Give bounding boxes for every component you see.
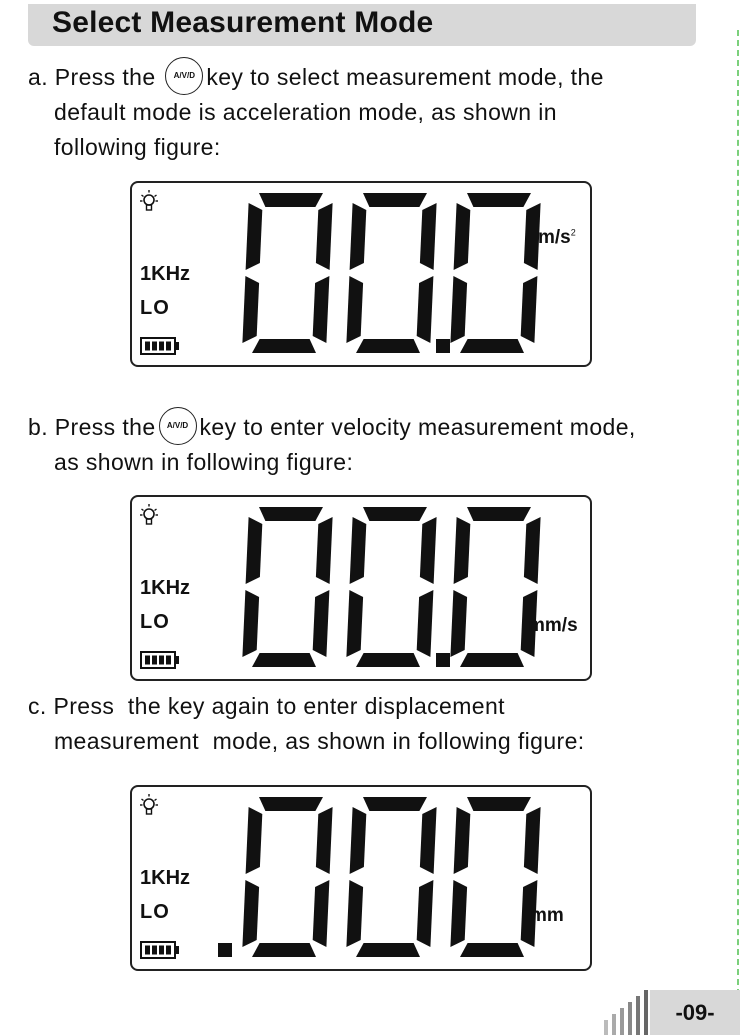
lcd-segment xyxy=(467,797,531,811)
lcd-segment xyxy=(252,653,316,667)
lcd-segment xyxy=(346,276,363,343)
lcd-segment xyxy=(242,590,259,657)
lcd-segment xyxy=(454,807,471,874)
lcd-display-velocity xyxy=(130,495,592,681)
lcd-segment xyxy=(524,807,541,874)
lcd-segment xyxy=(420,807,437,874)
section-c-line1: c. Press the key again to enter displacement xyxy=(28,693,505,719)
lcd-segment xyxy=(420,517,437,584)
unit-text: mm xyxy=(530,905,564,926)
section-b-line2: as shown in following figure: xyxy=(54,449,354,475)
lcd-segment xyxy=(246,203,263,270)
decimal-point xyxy=(436,339,450,353)
battery-icon xyxy=(140,941,180,959)
lcd-segment xyxy=(346,590,363,657)
lcd-segment xyxy=(313,880,330,947)
lcd-segment xyxy=(356,339,420,353)
unit-label xyxy=(538,227,576,249)
lcd-segment xyxy=(242,276,259,343)
lcd-digit xyxy=(242,193,332,353)
battery-icon xyxy=(140,337,180,355)
section-a-line2: default mode is acceleration mode, as shown in xyxy=(54,99,557,125)
lcd-digit xyxy=(450,507,540,667)
range-indicator: LO xyxy=(140,901,170,923)
lcd-digit xyxy=(450,193,540,353)
lcd-segment xyxy=(420,203,437,270)
lcd-reading xyxy=(132,497,590,679)
unit-label xyxy=(528,615,578,637)
lcd-segment xyxy=(242,880,259,947)
page-title: Select Measurement Mode xyxy=(52,6,434,39)
avd-key-icon: A/V/D xyxy=(159,407,197,445)
lcd-digit xyxy=(242,797,332,957)
unit-superscript: 2 xyxy=(570,227,576,238)
lcd-segment xyxy=(417,276,434,343)
battery-icon xyxy=(140,651,180,669)
range-indicator: LO xyxy=(140,611,170,633)
lcd-segment xyxy=(316,203,333,270)
lcd-segment xyxy=(313,590,330,657)
lcd-digit xyxy=(346,193,436,353)
lcd-segment xyxy=(252,339,316,353)
lcd-segment xyxy=(460,339,524,353)
lcd-segment xyxy=(246,517,263,584)
lcd-segment xyxy=(460,943,524,957)
lcd-segment xyxy=(252,943,316,957)
lcd-segment xyxy=(454,203,471,270)
lcd-segment xyxy=(450,880,467,947)
lcd-display-acceleration xyxy=(130,181,592,367)
lcd-segment xyxy=(259,507,323,521)
lcd-segment xyxy=(450,590,467,657)
lcd-segment xyxy=(450,276,467,343)
section-b-text xyxy=(28,410,636,480)
lcd-segment xyxy=(350,517,367,584)
lcd-reading xyxy=(132,787,590,969)
lcd-segment xyxy=(346,880,363,947)
lightbulb-icon xyxy=(140,793,158,819)
lcd-segment xyxy=(524,517,541,584)
lcd-segment xyxy=(417,590,434,657)
lcd-segment xyxy=(259,193,323,207)
lcd-segment xyxy=(356,653,420,667)
range-indicator: LO xyxy=(140,297,170,319)
lcd-segment xyxy=(313,276,330,343)
lightbulb-icon xyxy=(140,503,158,529)
lcd-digit xyxy=(346,507,436,667)
page-number: -09- xyxy=(650,990,740,1035)
lcd-segment xyxy=(467,193,531,207)
page-tab-stripes xyxy=(600,990,650,1035)
section-a-text xyxy=(28,60,604,165)
lcd-reading xyxy=(132,183,590,365)
lcd-segment xyxy=(246,807,263,874)
unit-text: m/s xyxy=(538,227,571,248)
lcd-segment xyxy=(350,203,367,270)
lcd-segment xyxy=(417,880,434,947)
lcd-segment xyxy=(521,276,538,343)
page-margin-line xyxy=(737,30,739,1015)
section-c-line2: measurement mode, as shown in following figure: xyxy=(54,728,585,754)
lcd-segment xyxy=(363,193,427,207)
lcd-segment xyxy=(316,517,333,584)
section-b-line1-end: key to enter velocity measurement mode, xyxy=(199,414,636,440)
lcd-digit xyxy=(242,507,332,667)
section-b-line1-start: b. Press the xyxy=(28,414,156,440)
section-a-line3: following figure: xyxy=(54,134,221,160)
title-bar xyxy=(28,4,696,46)
lcd-digit xyxy=(346,797,436,957)
lcd-segment xyxy=(460,653,524,667)
lcd-segment xyxy=(356,943,420,957)
lcd-segment xyxy=(454,517,471,584)
lightbulb-icon xyxy=(140,189,158,215)
lcd-segment xyxy=(350,807,367,874)
decimal-point xyxy=(218,943,232,957)
frequency-indicator: 1KHz xyxy=(140,263,191,285)
frequency-indicator: 1KHz xyxy=(140,577,191,599)
lcd-segment xyxy=(467,507,531,521)
lcd-segment xyxy=(363,797,427,811)
lcd-segment xyxy=(316,807,333,874)
unit-text: mm/s xyxy=(528,615,578,636)
avd-key-icon: A/V/D xyxy=(165,57,203,95)
decimal-point xyxy=(436,653,450,667)
lcd-digit xyxy=(450,797,540,957)
section-c-text xyxy=(28,689,585,759)
lcd-display-displacement xyxy=(130,785,592,971)
section-a-line1-start: a. Press the xyxy=(28,64,156,90)
section-a-line1-end: key to select measurement mode, the xyxy=(206,64,604,90)
lcd-segment xyxy=(259,797,323,811)
unit-label xyxy=(530,905,564,927)
lcd-segment xyxy=(363,507,427,521)
frequency-indicator: 1KHz xyxy=(140,867,191,889)
